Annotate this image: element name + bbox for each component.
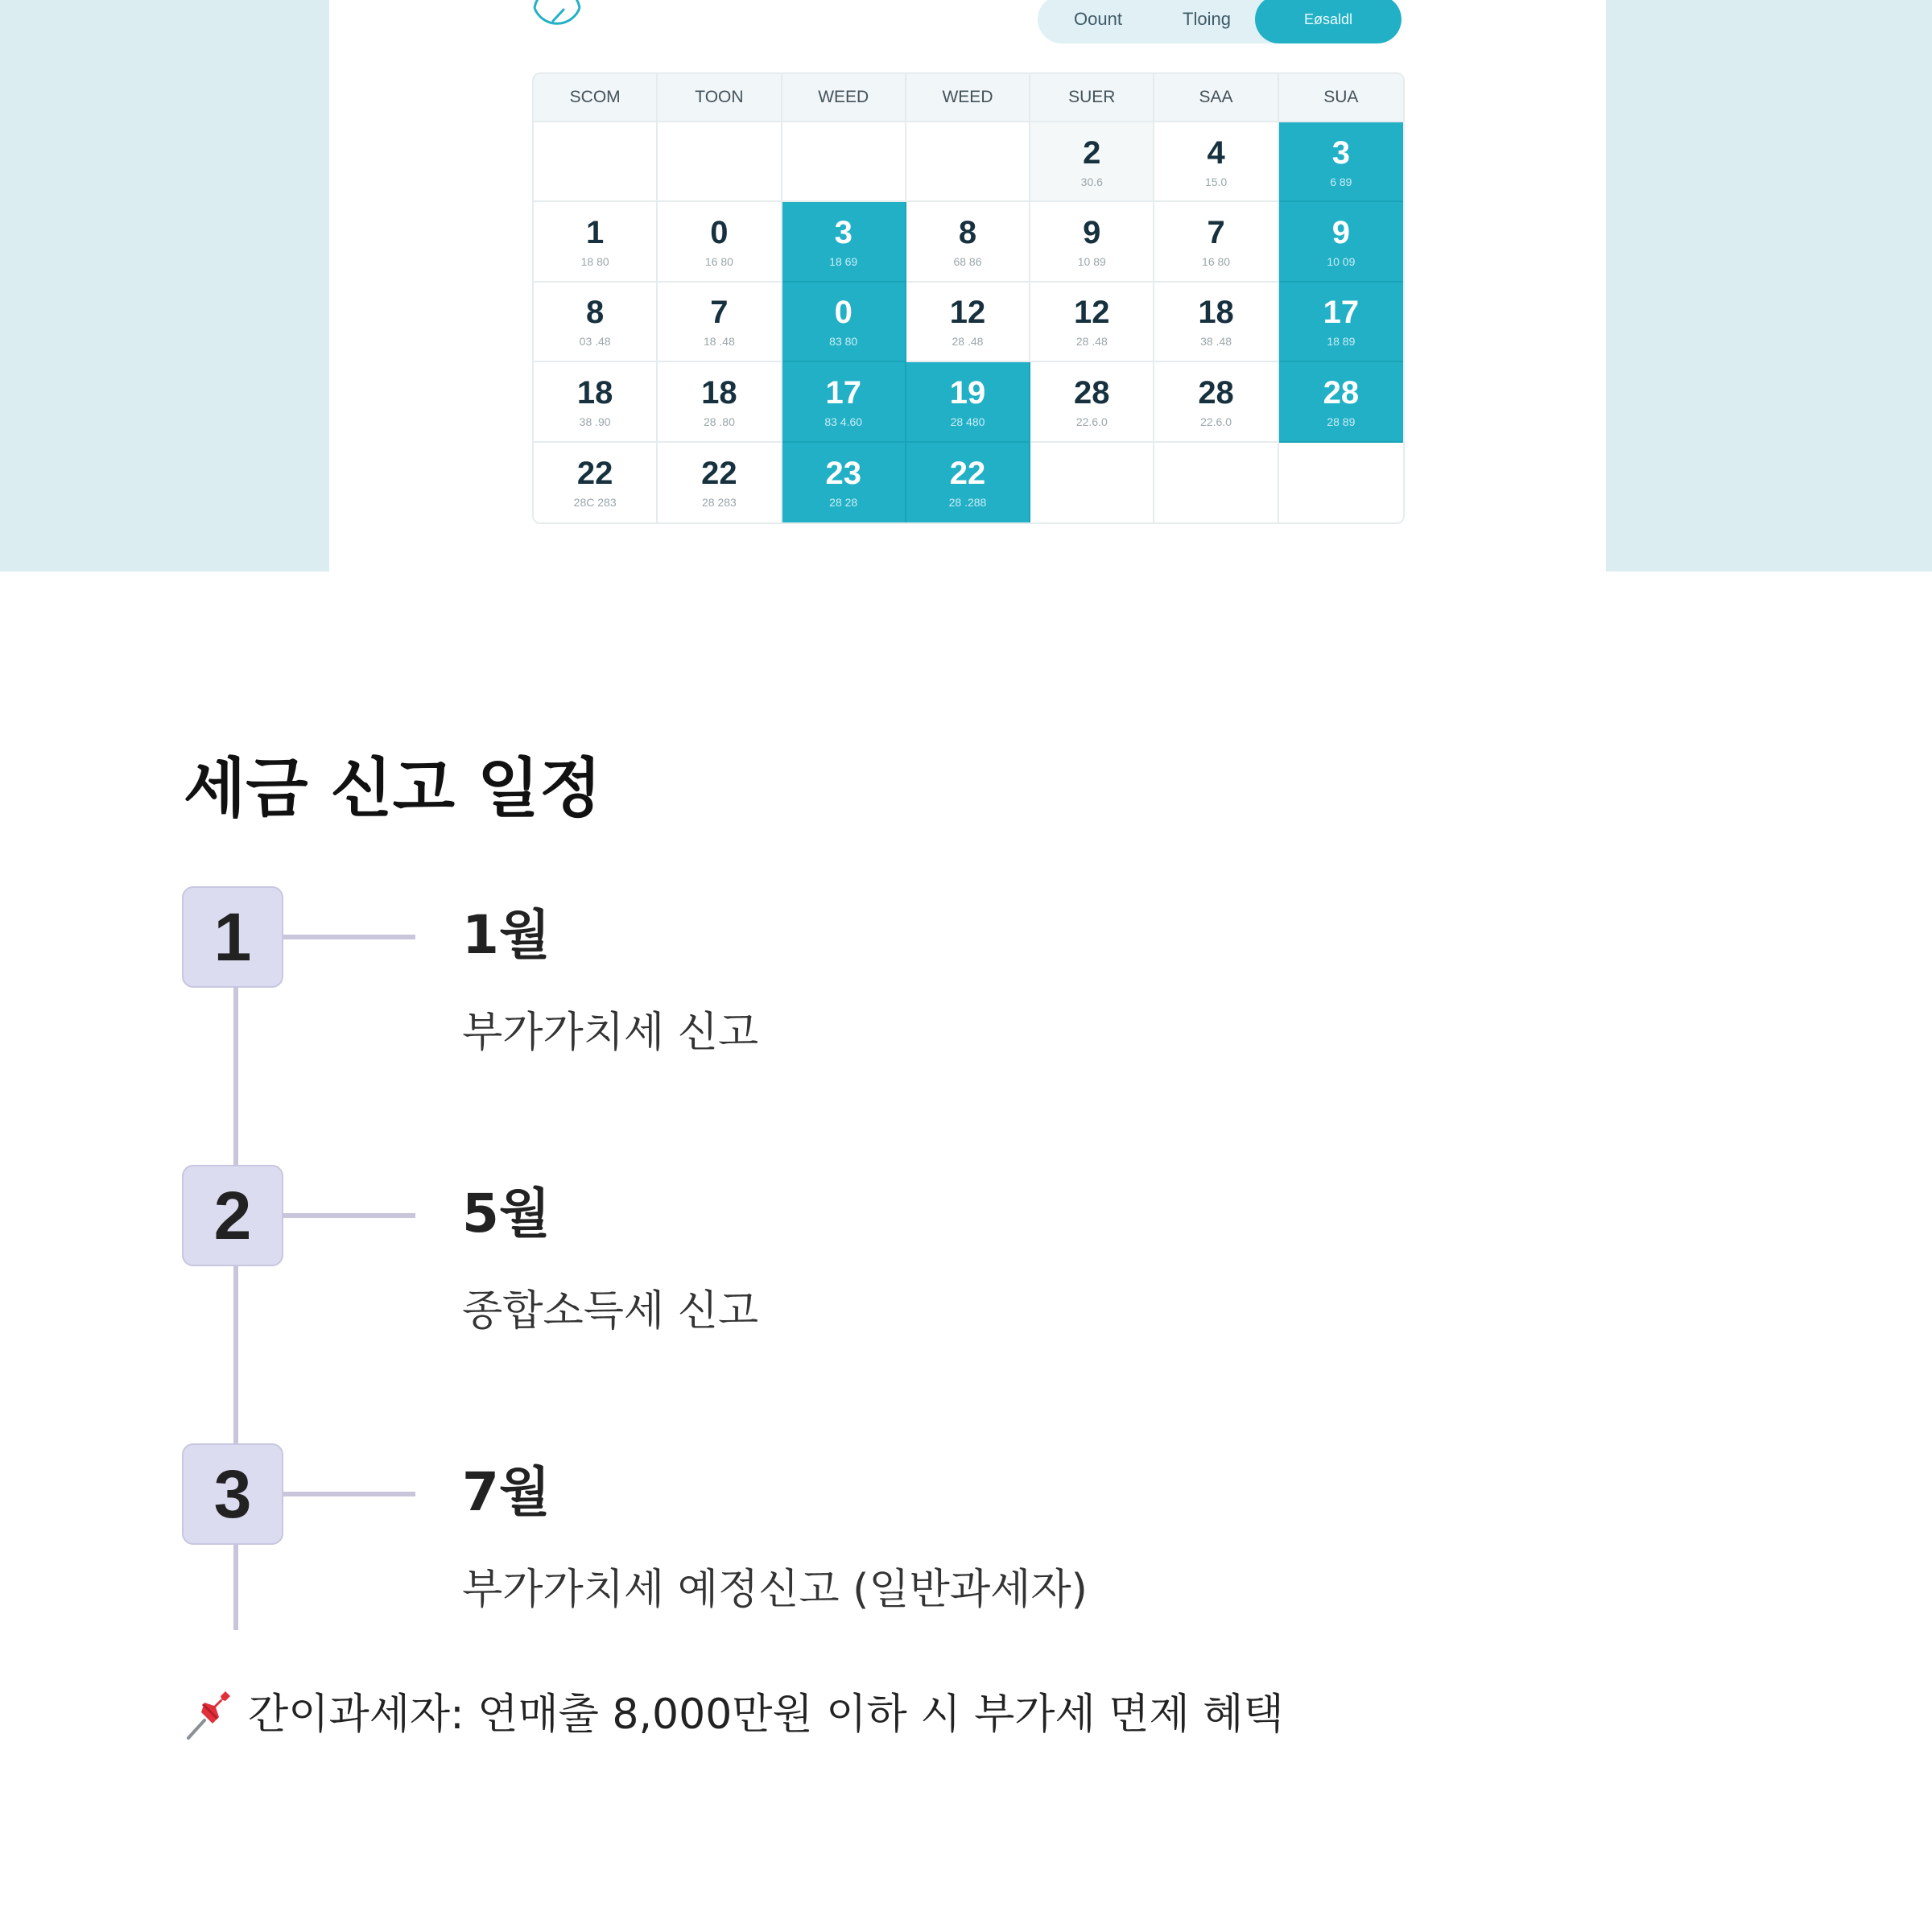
note-text: 간이과세자: 연매출 8,000만원 이하 시 부가세 면제 혜택 bbox=[248, 1690, 1284, 1739]
section-title: 세금 신고 일정 bbox=[184, 751, 602, 826]
calendar-day-cell[interactable] bbox=[1279, 283, 1403, 362]
calendar-day-subtext: 28 89 bbox=[1327, 415, 1356, 428]
calendar-day-cell[interactable] bbox=[1154, 283, 1278, 362]
calendar-day-number: 8 bbox=[586, 295, 605, 331]
calendar-day-subtext: 16 80 bbox=[704, 255, 733, 269]
calendar-day-cell[interactable] bbox=[782, 443, 906, 522]
calendar-day-cell[interactable] bbox=[1154, 362, 1278, 442]
calendar-day-number: 8 bbox=[958, 215, 977, 251]
calendar-day-cell[interactable] bbox=[534, 362, 658, 442]
calendar-day-number: 22 bbox=[576, 456, 613, 492]
calendar-day-subtext: 83 80 bbox=[829, 335, 858, 349]
calendar-day-number: 1 bbox=[586, 215, 605, 251]
calendar-day-subtext: 6 89 bbox=[1330, 175, 1352, 188]
calendar-day-subtext: 83 4.60 bbox=[824, 415, 863, 428]
step-description: 부가가치세 신고 bbox=[462, 1009, 759, 1057]
tax-note bbox=[184, 1686, 1284, 1743]
calendar-day-number: 7 bbox=[1207, 215, 1225, 251]
step-connector bbox=[283, 1213, 415, 1218]
calendar-day-subtext: 22.6.0 bbox=[1200, 415, 1232, 428]
calendar-day-number: 18 bbox=[701, 374, 737, 411]
calendar-day-subtext: 30.6 bbox=[1080, 175, 1103, 188]
calendar-day-cell[interactable] bbox=[1030, 283, 1154, 362]
weekday-header: SUA bbox=[1279, 74, 1403, 122]
calendar-day-cell[interactable] bbox=[658, 362, 782, 442]
calendar-day-number: 28 bbox=[1074, 374, 1110, 411]
calendar-empty-cell bbox=[1279, 443, 1403, 522]
calendar-empty-cell bbox=[1154, 443, 1278, 522]
calendar-day-subtext: 38 .48 bbox=[1200, 335, 1232, 349]
pushpin-icon bbox=[184, 1688, 233, 1741]
calendar-day-subtext: 28 .48 bbox=[1075, 335, 1108, 349]
calendar-day-cell[interactable] bbox=[1030, 122, 1154, 202]
calendar-day-subtext: 18 .48 bbox=[703, 335, 735, 349]
step-number-badge: 2 bbox=[182, 1165, 283, 1266]
calendar-day-cell[interactable] bbox=[1279, 202, 1403, 282]
weekday-header: TOON bbox=[658, 74, 782, 122]
weekday-header: WEED bbox=[906, 74, 1030, 122]
calendar-day-number: 17 bbox=[825, 374, 861, 411]
step-description: 부가가치세 예정신고 (일반과세자) bbox=[462, 1566, 1088, 1614]
weekday-header: SAA bbox=[1154, 74, 1278, 122]
calendar-day-number: 18 bbox=[576, 374, 613, 411]
step-month: 1월 bbox=[462, 904, 551, 966]
view-option-3-active[interactable]: Eøsaldl bbox=[1255, 0, 1402, 43]
calendar-day-number: 2 bbox=[1083, 134, 1101, 171]
weekday-header: SCOM bbox=[534, 74, 658, 122]
calendar-empty-cell bbox=[658, 122, 782, 202]
step-month: 7월 bbox=[462, 1461, 551, 1523]
step-connector bbox=[283, 1492, 415, 1496]
calendar-day-cell[interactable] bbox=[906, 202, 1030, 282]
calendar-day-subtext: 38 .90 bbox=[579, 415, 611, 428]
calendar-day-cell[interactable] bbox=[534, 202, 658, 282]
calendar-day-subtext: 68 86 bbox=[953, 255, 982, 269]
calendar-day-subtext: 28C 283 bbox=[573, 496, 617, 510]
calendar-day-cell[interactable] bbox=[1030, 202, 1154, 282]
calendar-day-number: 28 bbox=[1323, 374, 1360, 411]
calendar-day-number: 23 bbox=[825, 456, 861, 492]
view-option-2[interactable]: Tloing bbox=[1183, 9, 1231, 29]
step-connector bbox=[283, 935, 415, 939]
view-option-1[interactable]: Oount bbox=[1074, 9, 1122, 29]
calendar-day-number: 9 bbox=[1083, 215, 1101, 251]
weekday-header: SUER bbox=[1030, 74, 1154, 122]
calendar-day-cell[interactable] bbox=[906, 362, 1030, 442]
calendar-day-number: 28 bbox=[1198, 374, 1234, 411]
calendar-day-number: 0 bbox=[834, 295, 852, 331]
calendar-day-cell[interactable] bbox=[782, 283, 906, 362]
calendar-day-subtext: 28 28 bbox=[829, 496, 858, 510]
calendar-day-subtext: 15.0 bbox=[1204, 175, 1228, 188]
calendar-day-subtext: 10 89 bbox=[1077, 255, 1106, 269]
calendar-day-cell[interactable] bbox=[1030, 362, 1154, 442]
calendar-day-cell[interactable] bbox=[658, 202, 782, 282]
calendar-day-cell[interactable] bbox=[658, 283, 782, 362]
calendar-day-subtext: 18 89 bbox=[1327, 335, 1356, 349]
calendar-day-subtext: 28 .80 bbox=[703, 415, 735, 428]
view-toggle bbox=[1038, 0, 1402, 43]
calendar-day-cell[interactable] bbox=[658, 443, 782, 522]
calendar-empty-cell bbox=[534, 122, 658, 202]
calendar-day-number: 19 bbox=[949, 374, 986, 411]
calendar-day-number: 3 bbox=[1331, 134, 1350, 171]
calendar-day-number: 12 bbox=[1074, 295, 1110, 331]
weekday-header: WEED bbox=[782, 74, 906, 122]
step-description: 종합소득세 신고 bbox=[462, 1287, 759, 1335]
calendar-day-number: 18 bbox=[1198, 295, 1234, 331]
calendar-empty-cell bbox=[1030, 443, 1154, 522]
calendar-day-number: 17 bbox=[1323, 295, 1360, 331]
calendar-day-cell[interactable] bbox=[1279, 122, 1403, 202]
calendar-day-cell[interactable] bbox=[782, 202, 906, 282]
step-number-badge: 3 bbox=[182, 1443, 283, 1545]
calendar-image bbox=[0, 0, 1932, 572]
calendar-day-subtext: 28 480 bbox=[950, 415, 985, 428]
calendar-day-cell[interactable] bbox=[782, 362, 906, 442]
calendar-grid bbox=[532, 72, 1405, 524]
calendar-empty-cell bbox=[782, 122, 906, 202]
step-number-badge: 1 bbox=[182, 886, 283, 988]
calendar-day-cell[interactable] bbox=[534, 283, 658, 362]
calendar-day-number: 22 bbox=[949, 456, 986, 492]
calendar-day-number: 9 bbox=[1331, 215, 1350, 251]
calendar-day-number: 4 bbox=[1207, 134, 1225, 171]
calendar-day-number: 12 bbox=[949, 295, 986, 331]
calendar-day-cell[interactable] bbox=[906, 443, 1030, 522]
step-month: 5월 bbox=[462, 1183, 551, 1245]
calendar-day-number: 0 bbox=[710, 215, 729, 251]
calendar-day-subtext: 03 .48 bbox=[579, 335, 611, 349]
calendar-day-number: 3 bbox=[834, 215, 852, 251]
calendar-day-subtext: 22.6.0 bbox=[1075, 415, 1108, 428]
calendar-day-subtext: 28 283 bbox=[702, 496, 737, 510]
calendar-day-number: 22 bbox=[701, 456, 737, 492]
calendar-day-subtext: 28 .48 bbox=[952, 335, 984, 349]
clock-icon[interactable] bbox=[531, 0, 583, 42]
calendar-empty-cell bbox=[906, 122, 1030, 202]
calendar-day-subtext: 10 09 bbox=[1327, 255, 1356, 269]
calendar-day-subtext: 18 69 bbox=[829, 255, 858, 269]
calendar-day-subtext: 16 80 bbox=[1202, 255, 1231, 269]
calendar-day-cell[interactable] bbox=[534, 443, 658, 522]
calendar-day-cell[interactable] bbox=[1154, 202, 1278, 282]
calendar-day-subtext: 18 80 bbox=[580, 255, 609, 269]
calendar-day-number: 7 bbox=[710, 295, 729, 331]
calendar-day-cell[interactable] bbox=[906, 283, 1030, 362]
calendar-day-cell[interactable] bbox=[1279, 362, 1403, 442]
calendar-day-cell[interactable] bbox=[1154, 122, 1278, 202]
calendar-day-subtext: 28 .288 bbox=[948, 496, 987, 510]
